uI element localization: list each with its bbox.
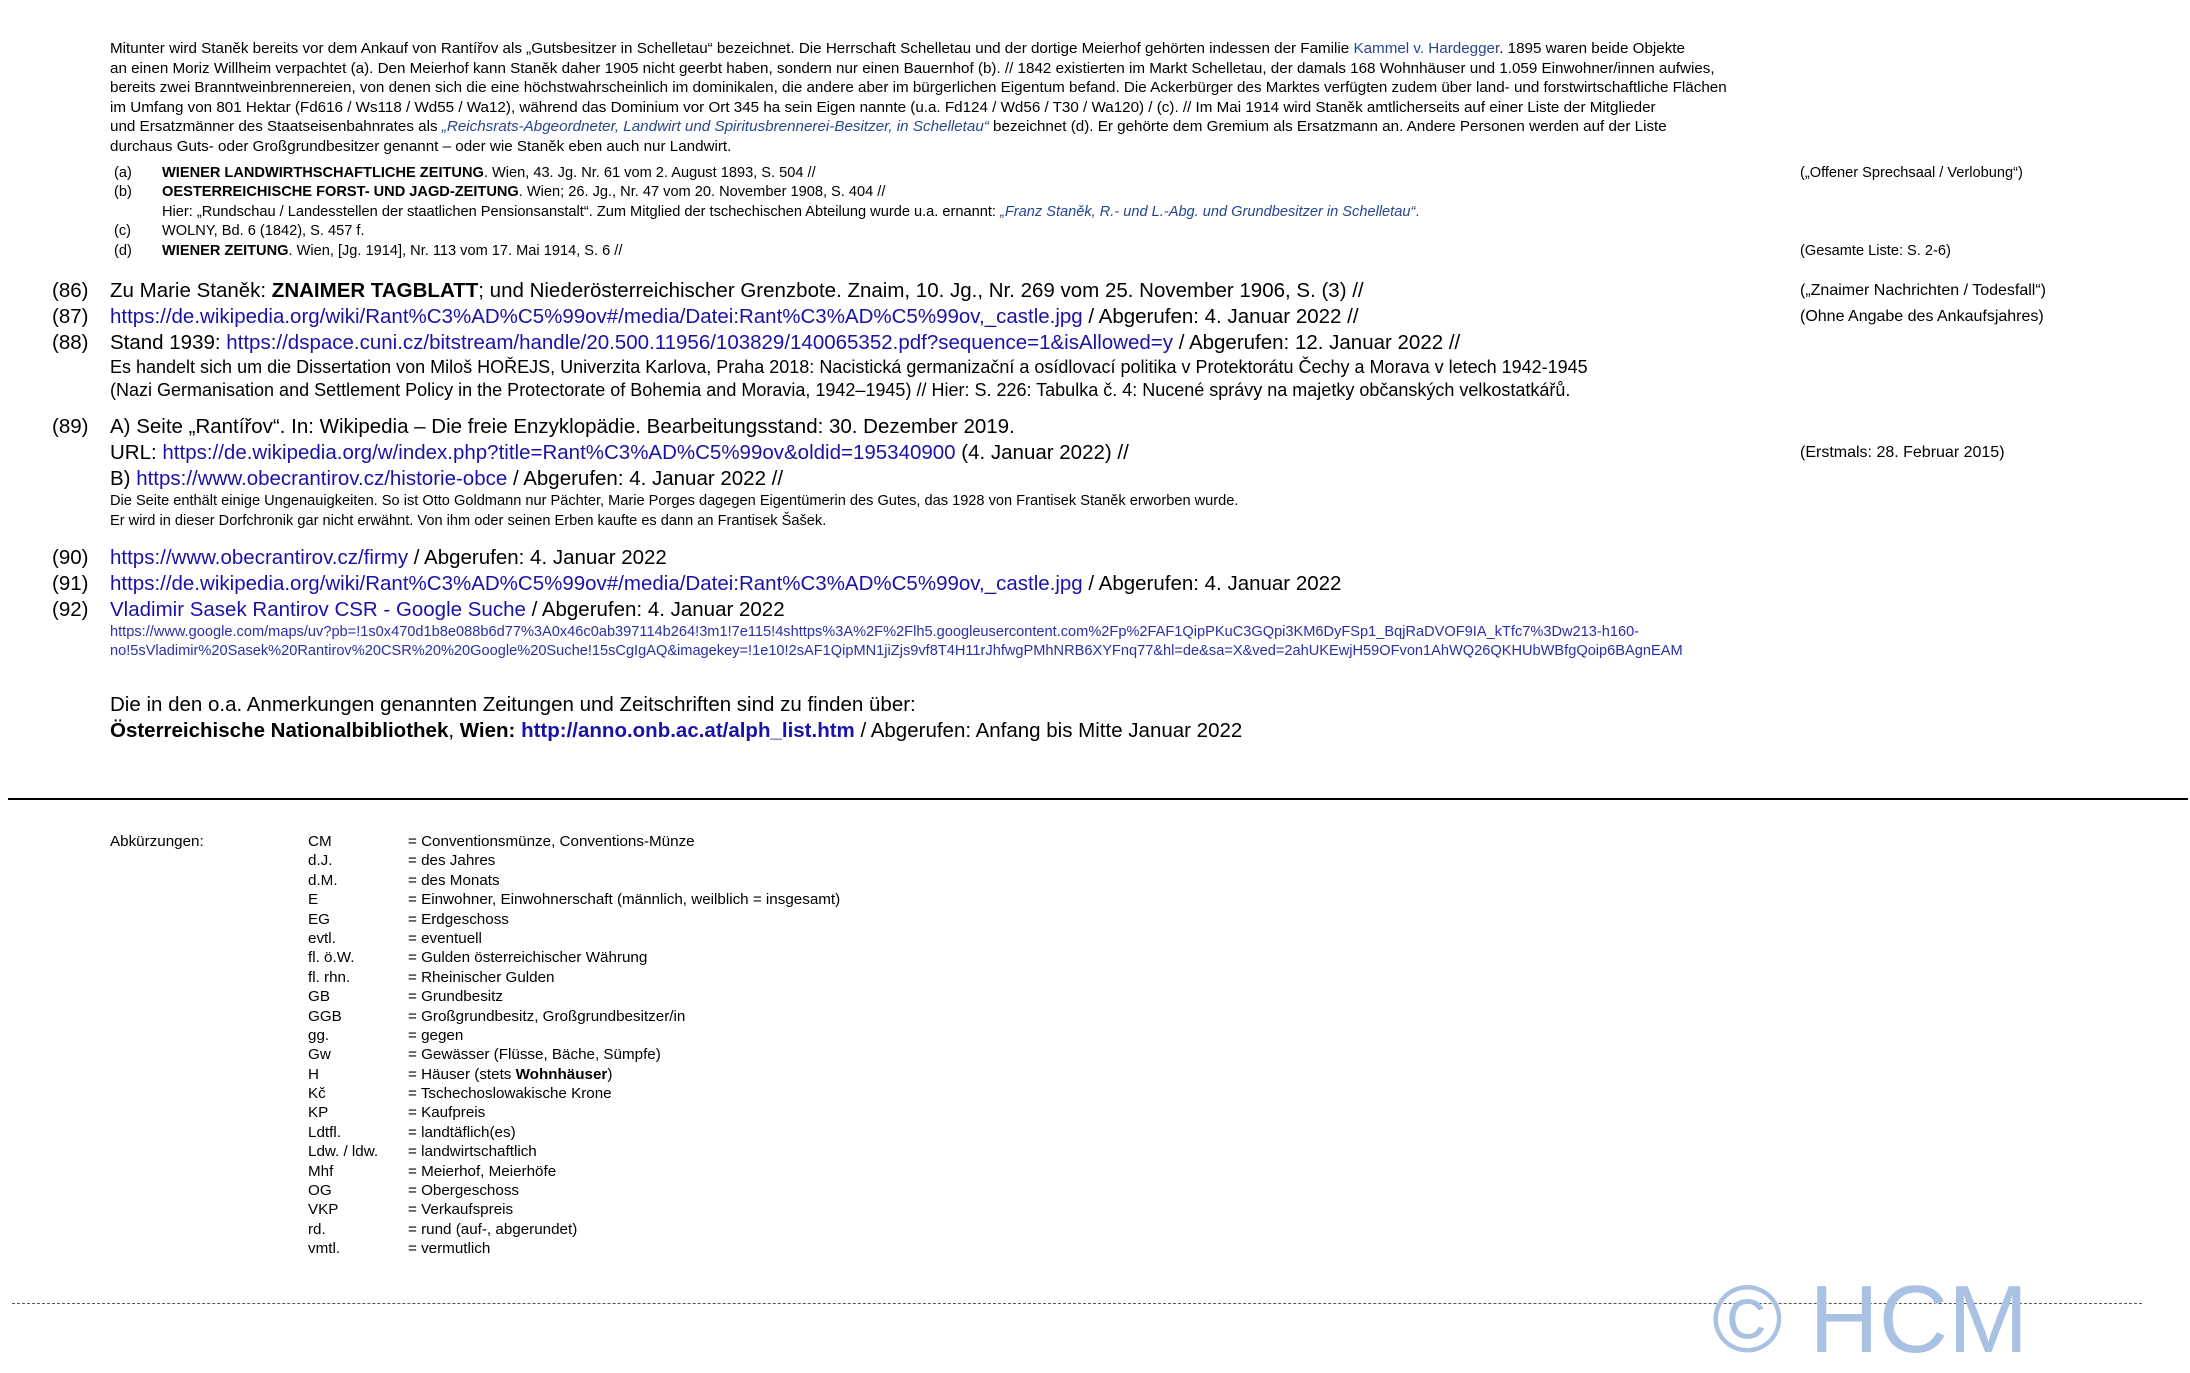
abbreviation-key: KP — [308, 1104, 329, 1122]
footnote-text-part: ; und Niederösterreichischer Grenzbote. Znaim, 10. Jg., Nr. 269 vom 25. November 1906, S. (3) // — [478, 279, 1364, 302]
library-city: Wien — [459, 719, 509, 742]
abbreviation-meaning — [408, 1220, 577, 1239]
abbreviation-meaning-text: = Rheinischer Gulden — [408, 968, 555, 986]
abbreviation-meaning — [408, 1103, 485, 1122]
intro-line: im Umfang von 801 Hektar (Fd616 / Ws118 / Wd55 / Wa12), während das Dominium vor Ort 345 ha sein Eigen nannte (u.a. Fd124 / Wd56 / T30 / Wa120) / (c). // Im Mai 1914 wird Staněk amtlicherseits auf einer Liste der Mitglieder — [110, 98, 1656, 116]
abbreviation-meaning — [408, 1045, 661, 1064]
abbreviation-key: GGB — [308, 1007, 342, 1025]
sub-note-b-detail — [110, 203, 2090, 222]
sub-note-a — [110, 164, 2090, 183]
abbreviation-key: Gw — [308, 1046, 331, 1064]
sub-note-remark: („Offener Sprechsaal / Verlobung“) — [1800, 165, 2023, 181]
abbreviation-meaning — [408, 1239, 490, 1258]
abbreviation-meaning — [408, 832, 695, 851]
sub-note-text: WOLNY, Bd. 6 (1842), S. 457 f. — [162, 223, 365, 240]
sub-note-label: (c) — [114, 223, 132, 240]
newspaper-title: WIENER ZEITUNG — [162, 242, 289, 259]
abbreviation-key: EG — [308, 910, 330, 928]
citation-details: Hier: „Rundschau / Landesstellen der staatlichen Pensionsanstalt“. Zum Mitglied der tschechischen Abteilung wurde u.a. ernannt: — [162, 203, 1000, 220]
citation-details: . Wien; 26. Jg., Nr. 47 vom 20. November 1908, S. 404 // — [518, 184, 886, 201]
intro-paragraph — [110, 39, 1980, 156]
intro-text: und Ersatzmänner des Staatseisenbahnrates als — [110, 118, 442, 135]
newspaper-title: OESTERREICHISCHE FORST- UND JAGD-ZEITUNG — [162, 184, 519, 201]
footnote-number: (91) — [52, 572, 89, 595]
intro-text: Mitunter wird Staněk bereits vor dem Ankauf von Rantířov als „Gutsbesitzer in Schelletau“ bezeichnet. Die Herrschaft Schelletau und der dortige Meierhof gehörten indessen der Familie — [110, 40, 1354, 57]
footnote-number: (87) — [52, 305, 89, 328]
intro-line — [110, 117, 1980, 137]
newspaper-title: WIENER LANDWIRTHSCHAFTLICHE ZEITUNG — [162, 165, 484, 181]
abbreviation-meaning-text: = Grundbesitz — [408, 988, 503, 1006]
anno-onb-link[interactable]: http://anno.onb.ac.at/alph_list.htm — [521, 719, 855, 742]
footnote-text — [110, 304, 1359, 330]
stanek-quote: „Franz Staněk, R.- und L.-Abg. und Grundbesitzer in Schelletau“ — [1000, 203, 1416, 220]
abbreviation-key: d.M. — [308, 871, 338, 889]
abbreviation-meaning — [408, 1123, 516, 1142]
abbreviation-meaning — [408, 929, 482, 948]
abbreviation-meaning-text: = Gulden österreichischer Währung — [408, 949, 648, 967]
footnote-remark: (Ohne Angabe des Ankaufsjahres) — [1800, 308, 2044, 325]
abbreviation-meaning-text: = Tschechoslowakische Krone — [408, 1085, 612, 1103]
footnote-text-part: B) — [110, 467, 137, 490]
footnote-text — [110, 545, 667, 571]
abbreviation-meaning-text: = Einwohner, Einwohnerschaft (männlich, weilblich = insgesamt) — [408, 891, 841, 909]
abbreviation-meaning-text: = Kaufpreis — [408, 1104, 486, 1122]
abbreviation-meaning-text: = Obergeschoss — [408, 1182, 520, 1200]
abbreviation-key: vmtl. — [308, 1240, 341, 1258]
footnote-text-part: / Abgerufen: 4. Januar 2022 // — [1082, 305, 1359, 328]
footnote-text-part: / Abgerufen: 4. Januar 2022 // — [507, 467, 784, 490]
abbreviation-meaning-text: = Meierhof, Meierhöfe — [408, 1162, 557, 1180]
footnote-number: (86) — [52, 279, 89, 302]
footnote-text-part: (4. Januar 2022) // — [955, 441, 1129, 464]
footnote-text-part: / Abgerufen: 12. Januar 2022 // — [1173, 331, 1461, 354]
intro-text: . 1895 waren beide Objekte — [1499, 40, 1685, 57]
abbreviation-key: Ldtfl. — [308, 1123, 341, 1141]
sub-note-remark: (Gesamte Liste: S. 2-6) — [1800, 242, 1951, 259]
abbreviation-meaning — [408, 1142, 537, 1161]
sub-note-text — [162, 242, 622, 261]
staatseisenbahnrat-quote: „Reichsrats-Abgeordneter, Landwirt und Spiritusbrennerei-Besitzer, in Schelletau“ — [441, 118, 989, 135]
kammel-link[interactable]: Kammel v. Hardegger — [1353, 40, 1500, 57]
abbreviation-key: Mhf — [308, 1162, 334, 1180]
abbreviation-meaning-text: ) — [607, 1065, 613, 1083]
abbreviation-meaning — [408, 1084, 612, 1103]
library-name: Österreichische Nationalbibliothek — [110, 719, 449, 742]
abbreviation-meaning — [408, 987, 503, 1006]
abbreviation-meaning-text: = eventuell — [408, 929, 482, 947]
abbreviation-meaning — [408, 1007, 685, 1026]
footnote-number: (90) — [52, 546, 89, 569]
abbreviation-key: rd. — [308, 1220, 326, 1238]
footnote-text — [110, 466, 783, 492]
wikipedia-castle-link[interactable]: https://de.wikipedia.org/wiki/Rant%C3%AD%C5%99ov#/media/Datei:Rant%C3%AD%C5%99ov,_castle.jpg — [110, 305, 1083, 328]
abbreviation-key: evtl. — [308, 929, 336, 947]
citation-details: . Wien, [Jg. 1914], Nr. 113 vom 17. Mai 1914, S. 6 // — [288, 242, 623, 259]
abbreviation-meaning-text: = Häuser (stets — [408, 1065, 516, 1083]
abbreviation-key: gg. — [308, 1026, 330, 1044]
sub-note-c — [110, 222, 2090, 241]
footnote-number: (89) — [52, 415, 89, 438]
footnote-text-part: / Abgerufen: 4. Januar 2022 — [1082, 572, 1342, 595]
footnote-number: (88) — [52, 331, 89, 354]
abbreviation-key: E — [308, 891, 319, 909]
footnote-text-part: / Abgerufen: 4. Januar 2022 — [525, 598, 785, 621]
footnote-text — [110, 278, 1364, 304]
abbreviation-meaning-emphasis: Wohnhäuser — [515, 1065, 608, 1083]
footnote-remark: („Znaimer Nachrichten / Todesfall“) — [1800, 282, 2047, 299]
sub-note-label: (d) — [114, 242, 132, 259]
section-divider — [8, 798, 2188, 800]
abbreviation-meaning — [408, 968, 554, 987]
footnote-text — [110, 330, 1460, 356]
footnote-text — [110, 571, 1341, 597]
abbreviation-meaning — [408, 910, 509, 929]
dspace-dissertation-link[interactable]: https://dspace.cuni.cz/bitstream/handle/20.500.11956/103829/140065352.pdf?sequence=1&isAllowed=y — [226, 331, 1173, 354]
abbreviation-meaning-text: = rund (auf-, abgerundet) — [408, 1220, 578, 1238]
wikipedia-rantirov-link[interactable]: https://de.wikipedia.org/w/index.php?title=Rant%C3%AD%C5%99ov&oldid=195340900 — [162, 441, 956, 464]
abbreviation-meaning — [408, 1181, 519, 1200]
footnote-text-part: / Abgerufen: 4. Januar 2022 — [408, 546, 667, 569]
source-note — [110, 692, 1242, 744]
intro-line: bereits zwei Branntweinbrennereien, von denen sich die eine höchstwahrscheinlich im dominikalen, die andere aber im bürgerlichen Eigentum befand. Die Ackerbürger des Marktes verfügten zudem über land- und forstwirtschaftliche Flächen — [110, 79, 1727, 96]
abbreviation-meaning-text: = gegen — [408, 1026, 464, 1044]
abbreviation-meaning-text: = des Monats — [408, 871, 500, 889]
sub-note-label: (a) — [114, 165, 132, 181]
abbreviation-meaning — [408, 1162, 556, 1181]
newspaper-title: ZNAIMER TAGBLATT — [271, 279, 479, 302]
sub-note-d — [110, 242, 2090, 261]
footnote-text — [110, 597, 785, 623]
citation-details: . Wien, 43. Jg. Nr. 61 vom 2. August 1893, S. 504 // — [483, 165, 816, 181]
abbreviation-meaning-text: = Gewässer (Flüsse, Bäche, Sümpfe) — [408, 1046, 661, 1064]
abbreviation-meaning-text: = vermutlich — [408, 1240, 491, 1258]
abbreviation-meaning-text: = Verkaufspreis — [408, 1201, 514, 1219]
google-search-link[interactable]: Vladimir Sasek Rantirov CSR - Google Suche — [110, 598, 526, 621]
abbreviation-meaning-text: = landwirtschaftlich — [408, 1143, 537, 1161]
intro-text: bezeichnet (d). Er gehörte dem Gremium als Ersatzmann an. Andere Personen werden auf der Liste — [988, 118, 1667, 135]
abbreviation-meaning — [408, 1065, 612, 1084]
intro-line: durchaus Guts- oder Großgrundbesitzer genannt – oder wie Staněk eben auch nur Landwirt. — [110, 137, 732, 155]
google-maps-url[interactable]: no!5sVladimir%20Sasek%20Rantirov%20CSR%20%20Google%20Suche!15sCgIgAQ&imagekey=!1e10!2sAF1QipMN1jiZjs9vf8T4H11rJhfwgPMhNRB6XYFnq77&hl=de&sa=X&ved=2ahUKEwjH59OFvon1AhWQ26QKHUbWBfgQoip6BAgnEAM — [110, 643, 1683, 659]
intro-line — [110, 39, 1980, 59]
abbreviation-key: fl. ö.W. — [308, 949, 355, 967]
footnote-89-detail: Die Seite enthält einige Ungenauigkeiten. So ist Otto Goldmann nur Pächter, Marie Porges dagegen Eigentümerin des Gutes, das 1928 von Frantisek Staněk erworben wurde. — [110, 493, 1239, 509]
abbreviation-meaning-text: = des Jahres — [408, 852, 496, 870]
footnote-number: (92) — [52, 598, 89, 621]
footnote-text-part: URL: — [110, 441, 163, 464]
abbreviation-meaning — [408, 1200, 513, 1219]
obecrantirov-firmy-link[interactable]: https://www.obecrantirov.cz/firmy — [110, 546, 409, 569]
footnote-text — [110, 440, 1129, 466]
footnote-text-part: Stand 1939: — [110, 331, 227, 354]
citation-details: . — [1415, 203, 1420, 220]
wikipedia-castle-link[interactable]: https://de.wikipedia.org/wiki/Rant%C3%AD%C5%99ov#/media/Datei:Rant%C3%AD%C5%99ov,_castle.jpg — [110, 572, 1083, 595]
obecrantirov-history-link[interactable]: https://www.obecrantirov.cz/historie-obce — [136, 467, 508, 490]
source-line — [110, 718, 1242, 744]
copyright-watermark: © HCM — [1712, 1266, 2029, 1373]
footnote-88-detail: (Nazi Germanisation and Settlement Policy in the Protectorate of Bohemia and Moravia, 1942–1945) // Hier: S. 226: Tabulka č. 4: Nucené správy na majetky občanských velkostatkářů. — [110, 380, 1571, 400]
source-text: , — [448, 719, 460, 742]
footnote-88-detail: Es handelt sich um die Dissertation von Miloš HOŘEJS, Univerzita Karlova, Praha 2018: Nacistická germanizační a osídlovací politika v Protektorátu Čechy a Morava v letech 1942-1945 — [110, 357, 1588, 377]
source-line: Die in den o.a. Anmerkungen genannten Zeitungen und Zeitschriften sind zu finden über: — [110, 693, 916, 716]
abbreviation-key: Ldw. / ldw. — [308, 1143, 379, 1161]
sub-note-text — [162, 164, 816, 183]
abbreviation-meaning — [408, 871, 500, 890]
sub-note-label: (b) — [114, 184, 132, 201]
source-text: : — [508, 719, 522, 742]
abbreviation-meaning-text: = landtäflich(es) — [408, 1123, 516, 1141]
abbreviation-key: GB — [308, 988, 330, 1006]
abbreviation-meaning-text: = Conventionsmünze, Conventions-Münze — [408, 833, 695, 850]
abbreviation-key: CM — [308, 833, 332, 850]
abbreviation-meaning — [408, 1026, 463, 1045]
abbreviation-meaning — [408, 948, 647, 967]
abbreviation-key: fl. rhn. — [308, 968, 351, 986]
abbreviation-key: Kč — [308, 1085, 326, 1103]
footnote-text-part: Zu Marie Staněk: — [110, 279, 272, 302]
sub-note-text — [162, 183, 885, 202]
abbreviations-title: Abkürzungen: — [110, 833, 204, 850]
footnote-text: A) Seite „Rantířov“. In: Wikipedia – Die freie Enzyklopädie. Bearbeitungsstand: 30. Dezember 2019. — [110, 415, 1015, 438]
google-maps-url[interactable]: https://www.google.com/maps/uv?pb=!1s0x470d1b8e088b6d77%3A0x46c0ab397114b264!3m1!7e115!4shttps%3A%2F%2Flh5.googleusercontent.com%2Fp%2FAF1QipPKuC3GQpi3KM6DyFSp1_BqjRaDVOF9IA_kTfc7%3Dw213-h160- — [110, 624, 1640, 640]
abbreviation-key: H — [308, 1065, 319, 1083]
abbreviation-key: d.J. — [308, 852, 333, 870]
sub-note-b — [110, 183, 2090, 202]
source-text: / Abgerufen: Anfang bis Mitte Januar 2022 — [854, 719, 1243, 742]
abbreviation-meaning — [408, 851, 495, 870]
footnote-remark: (Erstmals: 28. Februar 2015) — [1800, 444, 2005, 461]
abbreviation-key: OG — [308, 1182, 332, 1200]
abbreviation-meaning-text: = Erdgeschoss — [408, 910, 509, 928]
abbreviation-meaning-text: = Großgrundbesitz, Großgrundbesitzer/in — [408, 1007, 686, 1025]
sub-note-text — [162, 203, 1419, 222]
intro-line: an einen Moriz Willheim verpachtet (a). Den Meierhof kann Staněk daher 1905 nicht geerbt haben, sondern nur einen Bauernhof (b). // 1842 existierten im Markt Schelletau, der damals 168 Wohnhäuser und 1.059 Einwohner/innen aufwies, — [110, 59, 1715, 77]
footnote-89-detail: Er wird in dieser Dorfchronik gar nicht erwähnt. Von ihm oder seinen Erben kaufte es dann an Frantisek Šašek. — [110, 513, 827, 529]
abbreviation-meaning — [408, 890, 840, 909]
sub-notes — [110, 164, 2090, 261]
abbreviation-key: VKP — [308, 1201, 339, 1219]
